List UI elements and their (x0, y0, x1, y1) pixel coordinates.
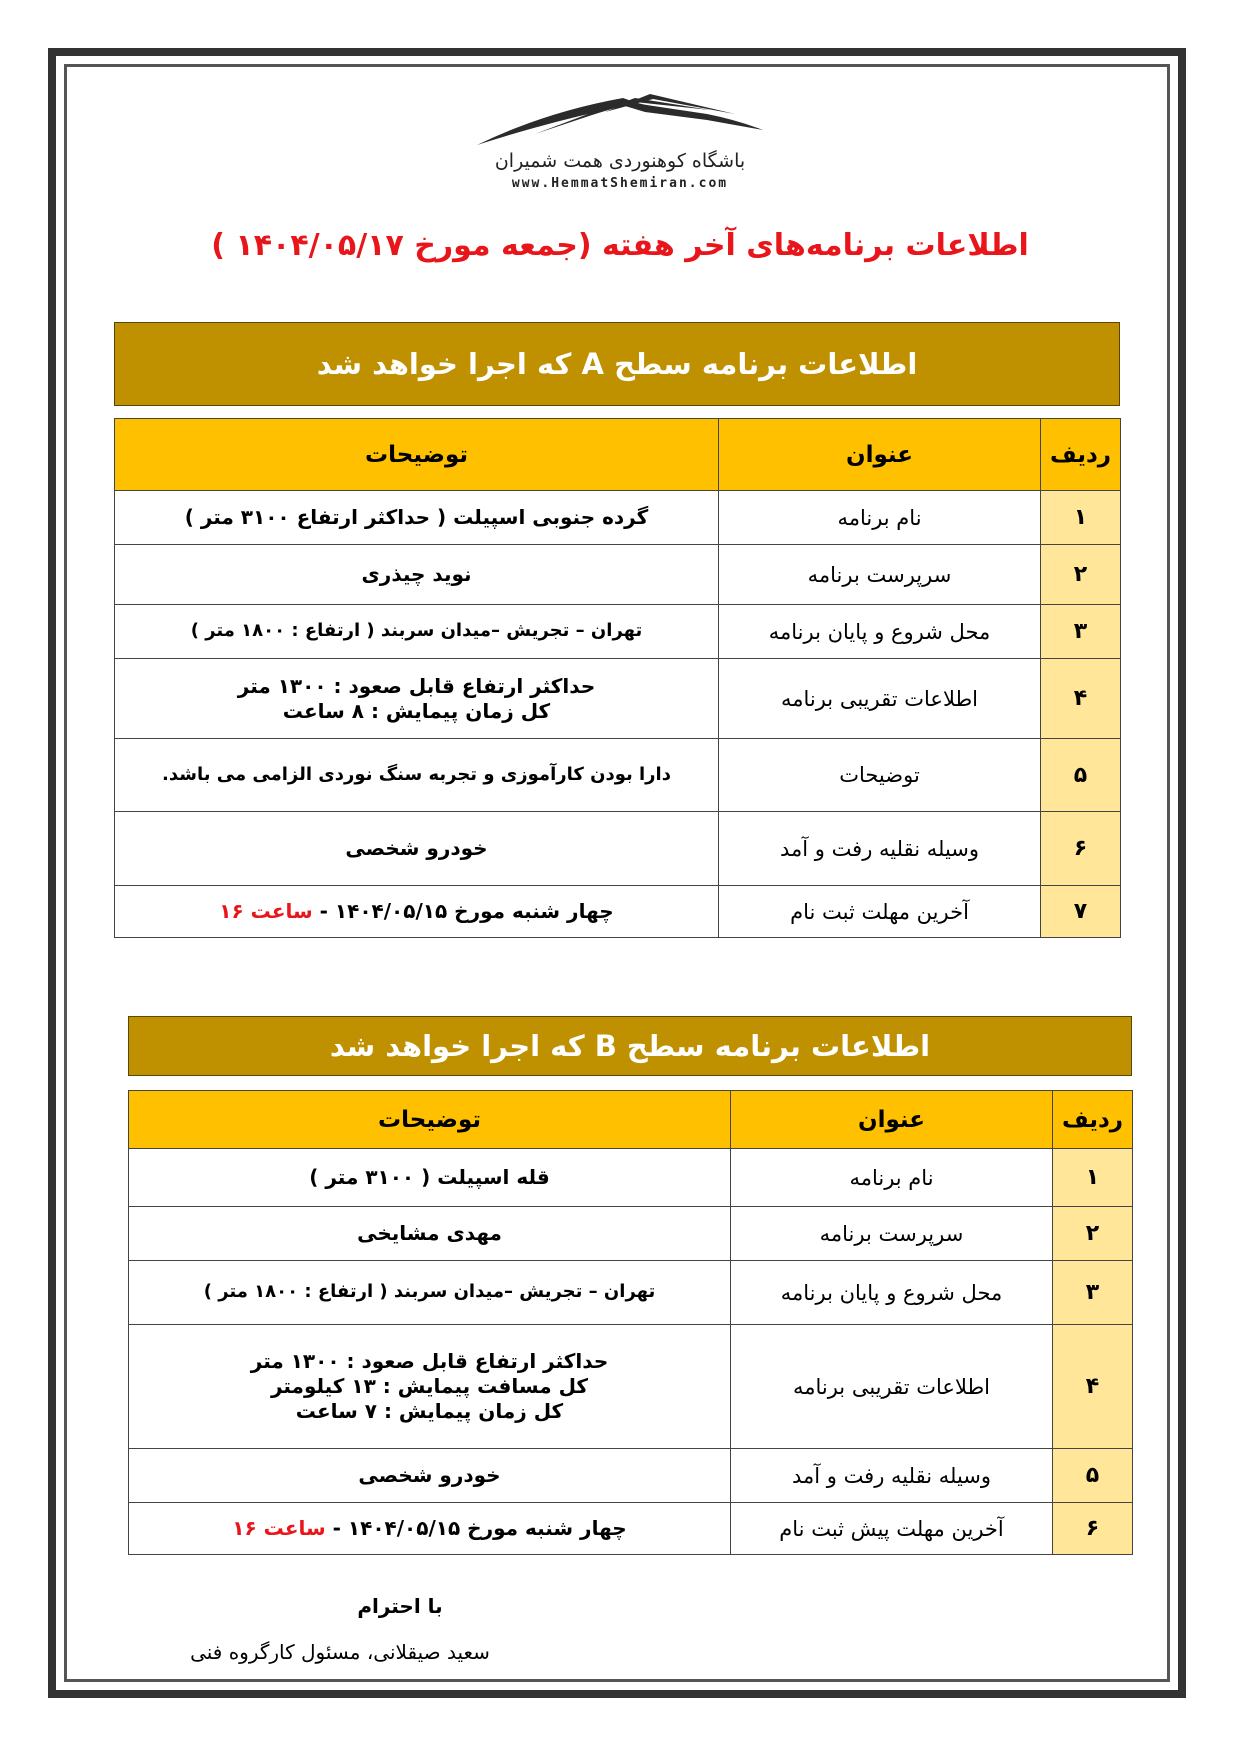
deadline-time: ساعت ۱۶ (219, 899, 313, 923)
section-b-header: اطلاعات برنامه سطح B که اجرا خواهد شد (128, 1016, 1132, 1076)
col-header-description: توضیحات (129, 1091, 731, 1149)
row-title: محل شروع و پایان برنامه (719, 605, 1041, 659)
row-number: ۲ (1041, 545, 1121, 605)
section-a-table (114, 418, 1121, 938)
table-row (129, 1325, 1133, 1449)
col-header-title: عنوان (719, 419, 1041, 491)
row-description (129, 1503, 731, 1555)
table-row (129, 1503, 1133, 1555)
table-row (129, 1149, 1133, 1207)
row-description: تهران – تجریش –میدان سربند ( ارتفاع : ۱۸۰۰ متر ) (129, 1261, 731, 1325)
row-description: تهران – تجریش –میدان سربند ( ارتفاع : ۱۸۰۰ متر ) (115, 605, 719, 659)
row-number: ۴ (1041, 659, 1121, 739)
table-row (115, 605, 1121, 659)
club-name: باشگاه کوهنوردی همت شمیران (494, 150, 746, 172)
description-line: حداکثر ارتفاع قابل صعود : ۱۳۰۰ متر (250, 1349, 609, 1373)
row-number: ۳ (1041, 605, 1121, 659)
row-number: ۵ (1041, 739, 1121, 812)
row-number: ۳ (1053, 1261, 1133, 1325)
row-number: ۷ (1041, 886, 1121, 938)
row-description: مهدی مشایخی (129, 1207, 731, 1261)
table-header-row (115, 419, 1121, 491)
deadline-date: چهار شنبه مورخ ۱۴۰۴/۰۵/۱۵ - (325, 1516, 627, 1540)
section-b-table (128, 1090, 1133, 1555)
table-row (115, 739, 1121, 812)
row-title: وسیله نقلیه رفت و آمد (719, 812, 1041, 886)
section-a-header: اطلاعات برنامه سطح A که اجرا خواهد شد (114, 322, 1120, 406)
club-logo (470, 90, 770, 210)
row-description (115, 659, 719, 739)
row-title: نام برنامه (731, 1149, 1053, 1207)
col-header-row-number: ردیف (1041, 419, 1121, 491)
description-line: حداکثر ارتفاع قابل صعود : ۱۳۰۰ متر (237, 673, 596, 698)
row-number: ۱ (1041, 491, 1121, 545)
closing-text: با احترام (357, 1594, 443, 1618)
row-description: دارا بودن کارآموزی و تجربه سنگ نوردی الزامی می باشد. (115, 739, 719, 812)
row-title: نام برنامه (719, 491, 1041, 545)
deadline-time: ساعت ۱۶ (232, 1516, 326, 1540)
table-row (115, 659, 1121, 739)
row-description: قله اسپیلت ( ۳۱۰۰ متر ) (129, 1149, 731, 1207)
row-title: سرپرست برنامه (719, 545, 1041, 605)
page-title: اطلاعات برنامه‌های آخر هفته (جمعه مورخ ۱۴۰۴/۰۵/۱۷ ) (211, 228, 1029, 263)
table-row (129, 1261, 1133, 1325)
table-row (115, 886, 1121, 938)
club-website[interactable]: www.HemmatShemiran.com (511, 176, 729, 191)
row-title: اطلاعات تقریبی برنامه (719, 659, 1041, 739)
row-description (115, 886, 719, 938)
row-description: خودرو شخصی (115, 812, 719, 886)
row-number: ۶ (1053, 1503, 1133, 1555)
row-title: وسیله نقلیه رفت و آمد (731, 1449, 1053, 1503)
signatory-name: سعید صیقلانی، مسئول کارگروه فنی (190, 1640, 490, 1664)
table-row (115, 545, 1121, 605)
row-number: ۲ (1053, 1207, 1133, 1261)
deadline-date: چهار شنبه مورخ ۱۴۰۴/۰۵/۱۵ - (312, 899, 614, 923)
description-line: کل مسافت پیمایش : ۱۳ کیلومتر (270, 1374, 589, 1398)
mountain-logo-icon (475, 90, 765, 148)
col-header-description: توضیحات (115, 419, 719, 491)
row-title: توضیحات (719, 739, 1041, 812)
row-number: ۵ (1053, 1449, 1133, 1503)
row-description: گرده جنوبی اسپیلت ( حداکثر ارتفاع ۳۱۰۰ متر ) (115, 491, 719, 545)
table-row (115, 812, 1121, 886)
table-row (115, 491, 1121, 545)
row-title: سرپرست برنامه (731, 1207, 1053, 1261)
col-header-title: عنوان (731, 1091, 1053, 1149)
table-row (129, 1449, 1133, 1503)
row-number: ۱ (1053, 1149, 1133, 1207)
col-header-row-number: ردیف (1053, 1091, 1133, 1149)
row-title: آخرین مهلت ثبت نام (719, 886, 1041, 938)
description-line: کل زمان پیمایش : ۸ ساعت (282, 698, 551, 723)
row-number: ۴ (1053, 1325, 1133, 1449)
row-title: اطلاعات تقریبی برنامه (731, 1325, 1053, 1449)
row-title: محل شروع و پایان برنامه (731, 1261, 1053, 1325)
row-number: ۶ (1041, 812, 1121, 886)
table-header-row (129, 1091, 1133, 1149)
row-description: نوید چیذری (115, 545, 719, 605)
table-row (129, 1207, 1133, 1261)
row-title: آخرین مهلت پیش ثبت نام (731, 1503, 1053, 1555)
row-description: خودرو شخصی (129, 1449, 731, 1503)
row-description (129, 1325, 731, 1449)
description-line: کل زمان پیمایش : ۷ ساعت (295, 1399, 564, 1423)
